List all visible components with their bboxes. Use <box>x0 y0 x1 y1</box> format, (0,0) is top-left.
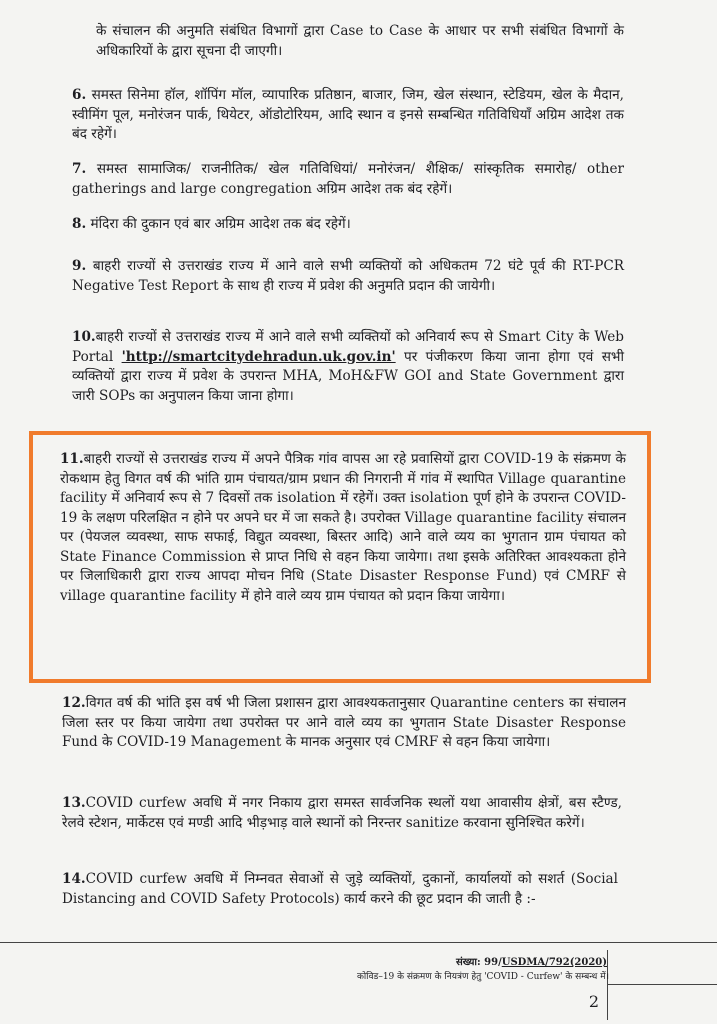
item-text: बाहरी राज्यों से उत्तराखंड राज्य में अपने पैत्रिक गांव वापस आ रहे प्रवासियों द्वारा COVID-19 के संक्रमण के रोकथाम हेतु विगत वर्ष की भांति ग्राम पंचायत/ग्राम प्रधान की निगरानी में गांव में स्थापित Village quarantine facility में अनिवार्य रूप से 7 दिवसों तक isolation में रहेगें। उक्त isolation पूर्ण होने के उपरान्त COVID-19 के लक्षण परिलक्षित न होने पर अपने घर में जा सकते है। उपरोक्त Village quarantine facility संचालन पर (पेयजल व्यवस्था, साफ सफाई, विद्युत व्यवस्था, बिस्तर आदि) आने वाले व्यय का भुगतान ग्राम पंचायत को State Finance Commission से प्राप्त निधि से वहन किया जायेगा। तथा इसके अतिरिक्त आवश्यकता होने पर जिलाधिकारी द्वारा राज्य आपदा मोचन निधि (State Disaster Response Fund) एवं CMRF से village quarantine facility में होने वाले व्यय ग्राम पंचायत को प्रदान किया जायेगा। <box>60 451 626 604</box>
paragraph-6 <box>72 86 624 145</box>
item-text: बाहरी राज्यों से उत्तराखंड राज्य में आने वाले सभी व्यक्तियों को अनिवार्य रूप से Smart City के Web Portal <box>72 329 624 365</box>
item-number: 8. <box>72 216 87 232</box>
paragraph-13 <box>62 794 622 833</box>
footer-divider-short <box>607 984 717 985</box>
item-number: 12. <box>62 695 86 711</box>
paragraph-7 <box>72 160 624 199</box>
item-text: COVID curfew अवधि में निम्नवत सेवाओं से जुड़े व्यक्तियों, दुकानों, कार्यालयों को सशर्त (Social Distancing and COVID Safety Protocols) कार्य करने की छूट प्रदान की जाती है :- <box>62 871 618 907</box>
paragraph-9 <box>72 257 624 296</box>
paragraph-8 <box>72 215 624 235</box>
item-text: समस्त सिनेमा हॉल, शॉपिंग मॉल, व्यापारिक प्रतिष्ठान, बाजार, जिम, खेल संस्थान, स्टेडियम, खेल के मैदान, स्वीमिंग पूल, मनोरंजन पार्क, थियेटर, ऑडोटोरियम, आदि स्थान व इनसे सम्बन्धित गतिविधियाँ अग्रिम आदेश तक बंद रहेगें। <box>72 87 624 142</box>
item-text: पर पंजीकरण किया जाना होगा एवं सभी व्यक्तियों द्वारा राज्य में प्रवेश के उपरान्त MHA, MoH&FW GOI and State Government द्वारा जारी SOPs का अनुपालन किया जाना होगा। <box>72 348 625 404</box>
paragraph-continuation: के संचालन की अनुमति संबंधित विभागों द्वारा Case to Case के आधार पर सभी संबंधित विभागों के अधिकारियों के द्वारा सूचना दी जाएगी। <box>96 23 624 59</box>
item-number: 13. <box>62 795 86 811</box>
item-number: 11. <box>60 451 84 467</box>
page-number: 2 <box>588 992 599 1011</box>
item-number: 14. <box>62 871 86 887</box>
item-text: विगत वर्ष की भांति इस वर्ष भी जिला प्रशासन द्वारा आवश्यकतानुसार Quarantine centers का संचालन जिला स्तर पर किया जायेगा तथा उपरोक्त पर आने वाले व्यय का भुगतान State Disaster Response Fund के COVID-19 Management के मानक अनुसार एवं CMRF से वहन किया जायेगा। <box>62 695 626 750</box>
item-text: समस्त सामाजिक/ राजनीतिक/ खेल गतिविधियां/ मनोरंजन/ शैक्षिक/ सांस्कृतिक समारोह/ other gatherings and large congregation अग्रिम आदेश तक बंद रहेगें। <box>72 161 625 197</box>
footer-subject: कोविड–19 के संक्रमण के नियत्रंण हेतु 'COVID - Curfew' के सम्बन्ध में। <box>356 972 609 982</box>
item-text: मंदिरा की दुकान एवं बार अग्रिम आदेश तक बंद रहेगें। <box>90 216 351 232</box>
smart-city-portal-link[interactable]: 'http://smartcitydehradun.uk.gov.in' <box>121 348 396 365</box>
footer-divider-vertical <box>607 950 608 1020</box>
item-number: 9. <box>72 258 87 274</box>
paragraph-11 <box>60 450 626 606</box>
item-number: 7. <box>72 161 87 177</box>
reference-number: संख्या: 99/USDMA/792(2020) <box>455 957 607 968</box>
footer-divider <box>0 942 717 943</box>
paragraph-14 <box>62 870 618 909</box>
item-text: COVID curfew अवधि में नगर निकाय द्वारा समस्त सार्वजनिक स्थलों यथा आवासीय क्षेत्रों, बस स्टैण्ड, रेलवे स्टेशन, मार्केटस एवं मण्डी आदि भीड़भाड़ वाले स्थानों को निरन्तर sanitize करवाना सुनिश्चित करेगें। <box>62 795 622 831</box>
item-number: 6. <box>72 87 87 103</box>
paragraph-10 <box>72 328 624 406</box>
item-number: 10. <box>72 329 96 345</box>
paragraph-12 <box>62 694 626 753</box>
item-text: बाहरी राज्यों से उत्तराखंड राज्य में आने वाले सभी व्यक्तियों को अधिकतम 72 घंटे पूर्व की RT-PCR Negative Test Report के साथ ही राज्य में प्रवेश की अनुमति प्रदान की जायेगी। <box>72 258 625 294</box>
